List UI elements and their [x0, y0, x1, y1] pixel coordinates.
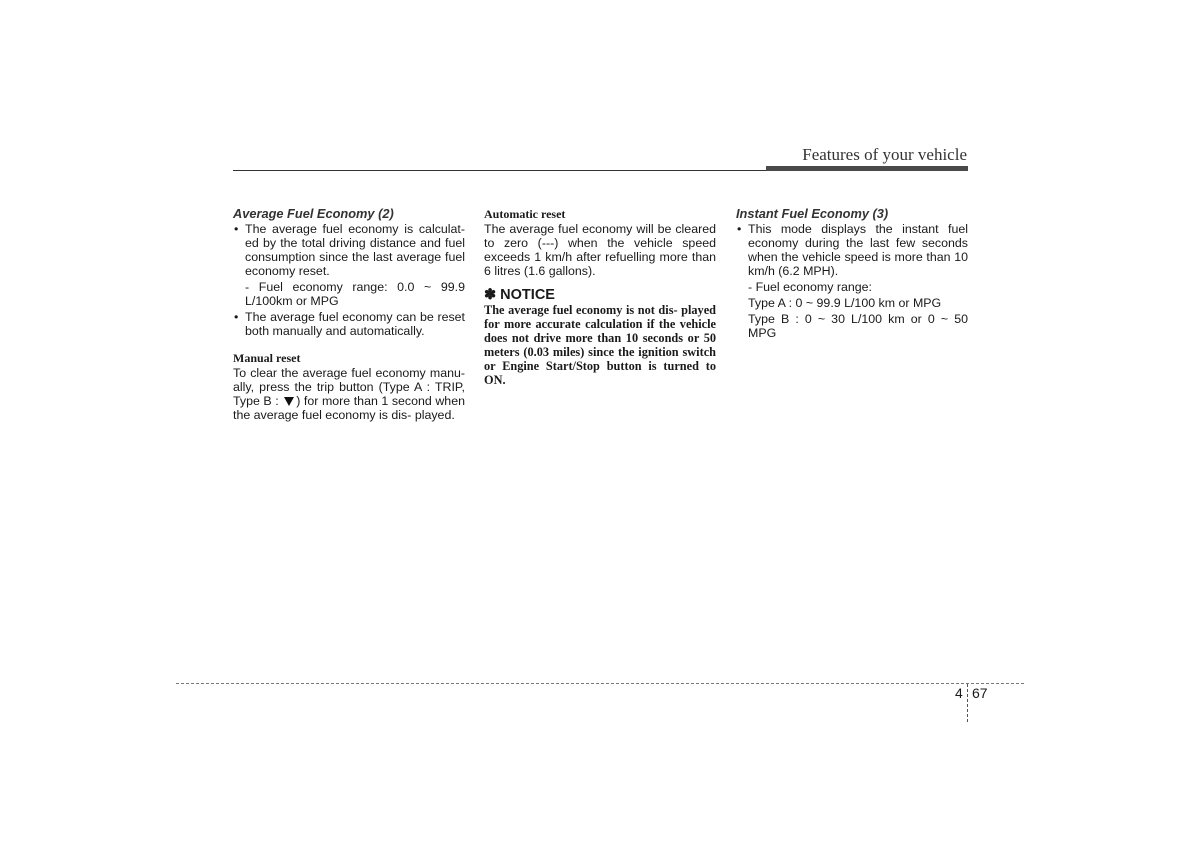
- header-rule: [233, 170, 768, 171]
- manual-reset-text: [233, 366, 465, 422]
- page-header-title: Features of your vehicle: [802, 145, 967, 164]
- list-item: • The average fuel economy can be reset both manually and automatically.: [233, 310, 465, 338]
- notice-heading: ✽ NOTICE: [484, 287, 555, 303]
- manual-reset-text-part1: To clear the average fuel economy manu- ally, press the trip button (Type A : TRIP, Type B :: [233, 366, 465, 408]
- manual-reset-text-part2: ) for more than 1 second when the average fuel economy is dis- played.: [233, 394, 465, 422]
- instant-range-type-b: Type B : 0 ~ 30 L/100 km or 0 ~ 50 MPG: [748, 312, 968, 340]
- footer-divider: [176, 683, 1024, 684]
- instant-range-type-a: Type A : 0 ~ 99.9 L/100 km or MPG: [748, 296, 942, 310]
- footer-page-separator: [967, 684, 968, 722]
- instant-fuel-economy-list: [736, 222, 968, 278]
- notice-text: The average fuel economy is not dis- played for more accurate calculation if the vehicle does not drive more than 10 seconds or 50 meters (0.03 miles) since the ignition switch or Engine Start/Stop button is turned to ON.: [484, 303, 716, 387]
- manual-reset-heading: Manual reset: [233, 351, 301, 365]
- average-fuel-economy-list-2: [233, 310, 465, 338]
- column-right: [736, 207, 968, 340]
- header-rule-accent: [766, 166, 968, 171]
- average-fuel-economy-heading: Average Fuel Economy (2): [233, 206, 394, 221]
- instant-range-label: - Fuel economy range:: [748, 280, 872, 294]
- list-item: • The average fuel economy is calculat- ed by the total driving distance and fuel consumption since the last average fuel economy reset.: [233, 222, 465, 278]
- average-fuel-economy-list: [233, 222, 465, 278]
- list-item: • This mode displays the instant fuel economy during the last few seconds when the vehicle speed is more than 10 km/h (6.2 MPH).: [736, 222, 968, 278]
- column-left: [233, 207, 465, 422]
- automatic-reset-text: The average fuel economy will be cleared to zero (---) when the vehicle speed exceeds 1 km/h after refuelling more than 6 litres (1.6 gallons).: [484, 222, 716, 278]
- page-number: 67: [972, 685, 988, 701]
- down-triangle-icon: [284, 397, 294, 406]
- section-number: 4: [955, 685, 963, 701]
- automatic-reset-heading: Automatic reset: [484, 207, 566, 221]
- instant-fuel-economy-heading: Instant Fuel Economy (3): [736, 206, 889, 221]
- column-middle: [484, 207, 716, 387]
- fuel-economy-range-note: - Fuel economy range: 0.0 ~ 99.9 L/100km or MPG: [245, 280, 465, 308]
